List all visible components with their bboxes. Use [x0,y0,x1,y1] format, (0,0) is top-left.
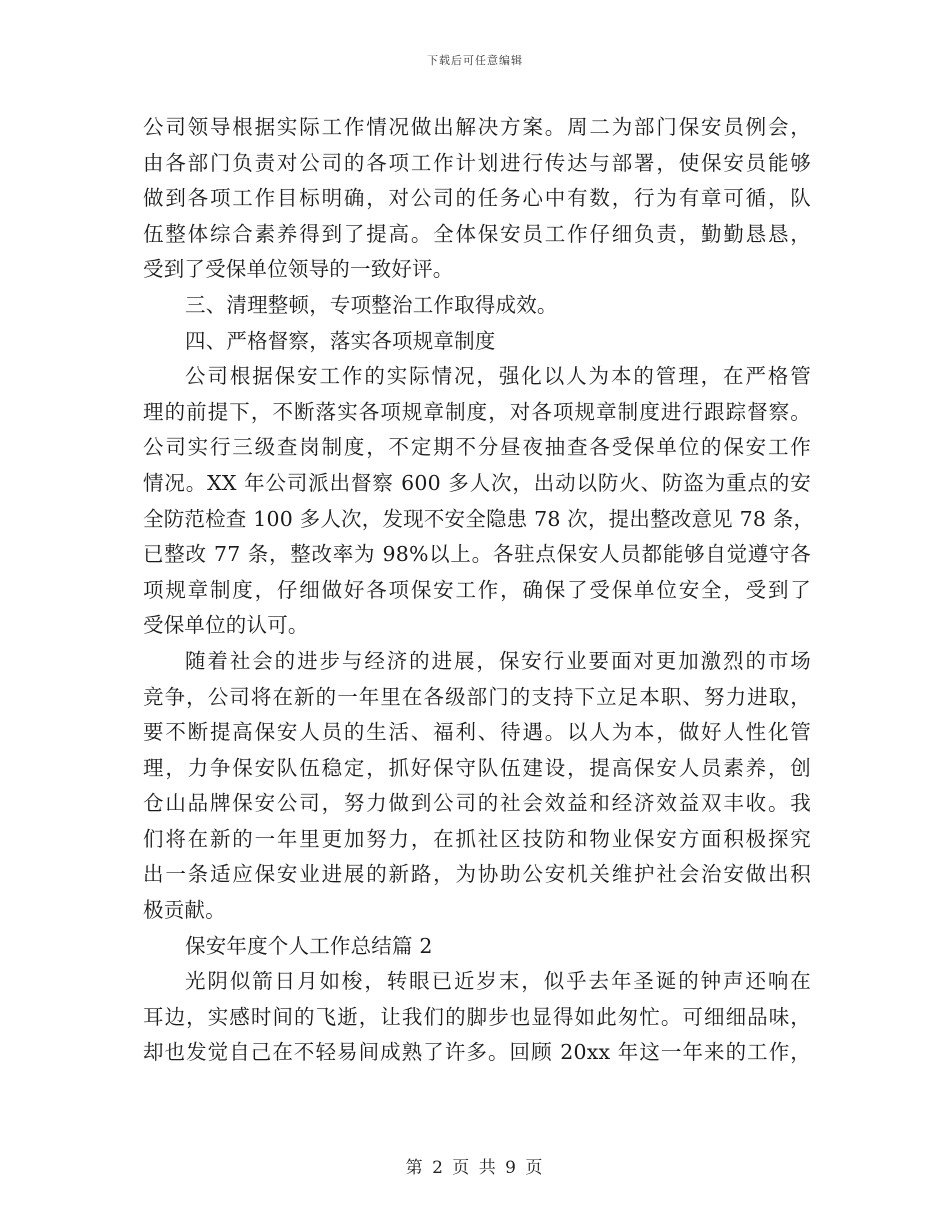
page-footer: 第 2 页 共 9 页 [405,1158,545,1178]
text-line: 竞争，公司将在新的一年里在各级部门的支持下立足本职、努力进取， [143,684,811,709]
text-line: 受保单位的认可。 [143,613,309,638]
text-line: 们将在新的一年里更加努力，在抓社区技防和物业保安方面积极探究 [143,826,811,851]
text-line: 已整改 77 条，整改率为 98%以上。各驻点保安人员都能够自觉遵守各 [143,542,811,567]
text-line: 保安年度个人工作总结篇 2 [185,933,433,958]
text-line: 三、清理整顿，专项整治工作取得成效。 [185,292,558,317]
text-line: 出一条适应保安业进展的新路，为协助公安机关维护社会治安做出积 [143,862,811,887]
text-line: 耳边，实感时间的飞逝，让我们的脚步也显得如此匆忙。可细细品味， [143,1004,811,1029]
text-line: 项规章制度，仔细做好各项保安工作，确保了受保单位安全，受到了 [143,577,811,602]
text-line: 要不断提高保安人员的生活、福利、待遇。以人为本，做好人性化管 [143,720,811,745]
text-line: 公司根据保安工作的实际情况，强化以人为本的管理，在严格管 [185,364,811,389]
page-header: 下载后可任意编辑 [427,54,523,67]
text-line: 全防范检查 100 多人次，发现不安全隐患 78 次，提出整改意见 78 条， [143,506,815,531]
text-line: 随着社会的进步与经济的进展，保安行业要面对更加激烈的市场 [185,648,811,673]
text-line: 做到各项工作目标明确，对公司的任务心中有数，行为有章可循，队 [143,186,811,211]
text-line: 理，力争保安队伍稳定，抓好保守队伍建设，提高保安人员素养，创 [143,755,811,780]
text-line: 光阴似箭日月如梭，转眼已近岁末，似乎去年圣诞的钟声还响在 [185,969,811,994]
text-line: 受到了受保单位领导的一致好评。 [143,257,454,282]
text-line: 极贡献。 [143,898,226,923]
text-line: 公司实行三级查岗制度，不定期不分昼夜抽查各受保单位的保安工作 [143,435,811,460]
text-line: 四、严格督察，落实各项规章制度 [185,328,496,353]
text-line: 仓山品牌保安公司，努力做到公司的社会效益和经济效益双丰收。我 [143,791,811,816]
text-line: 却也发觉自己在不轻易间成熟了许多。回顾 20xx 年这一年来的工作， [143,1040,811,1065]
text-line: 理的前提下，不断落实各项规章制度，对各项规章制度进行跟踪督察。 [143,399,811,424]
document-body [143,110,815,1071]
text-line: 公司领导根据实际工作情况做出解决方案。周二为部门保安员例会， [143,115,811,139]
text-line: 伍整体综合素养得到了提高。全体保安员工作仔细负责，勤勤恳恳， [143,221,811,246]
text-line: 由各部门负责对公司的各项工作计划进行传达与部署，使保安员能够 [143,150,811,175]
text-line: 情况。XX 年公司派出督察 600 多人次，出动以防火、防盗为重点的安 [143,470,811,495]
